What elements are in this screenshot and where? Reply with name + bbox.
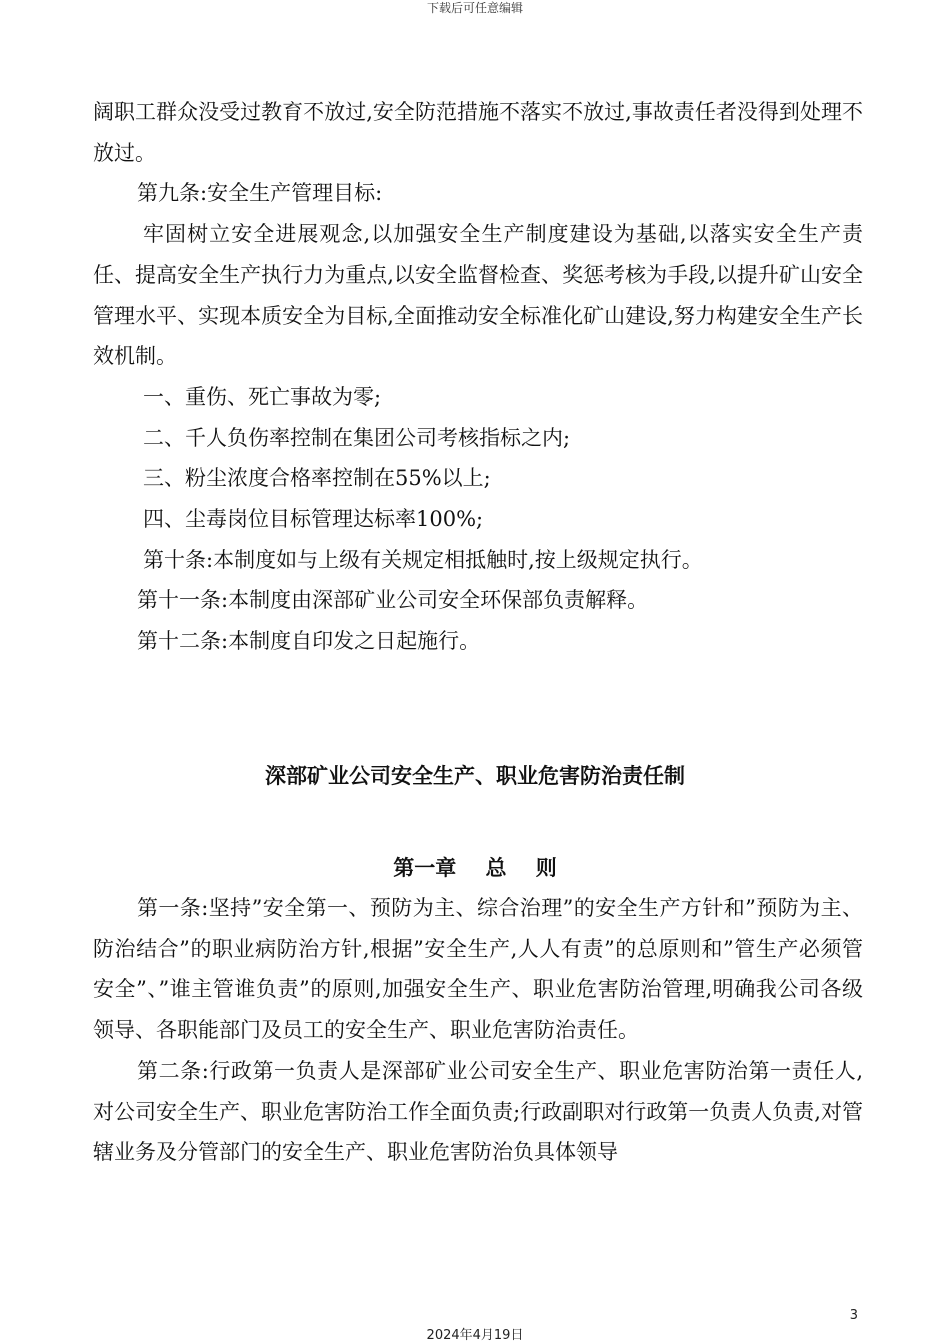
header-note: 下载后可任意编辑 <box>426 1 523 15</box>
chapter-title <box>0 848 950 888</box>
footer-date: 2024年4月19日 <box>426 1328 524 1343</box>
article-10: 第十条:本制度如与上级有关规定相抵触时,按上级规定执行。 <box>143 547 703 572</box>
article-9-heading: 第九条:安全生产管理目标: <box>137 181 383 206</box>
goal-item-4: 四、尘毒岗位目标管理达标率100%; <box>143 507 484 532</box>
article-9-body: 牢固树立安全进展观念,以加强安全生产制度建设为基础,以落实安全生产责任、提高安全生产执行力为重点,以安全监督检查、奖惩考核为手段,以提升矿山安全管理水平、实现本质安全为目标,全面推动安全标准化矿山建设,努力构建安全生产长效机制。 <box>93 222 863 369</box>
body-bottom <box>93 888 863 1173</box>
goal-item-3: 三、粉尘浓度合格率控制在55%以上; <box>143 466 491 491</box>
chapter-title-text: 第一章 总 则 <box>393 856 557 880</box>
page-number: 3 <box>849 1308 858 1323</box>
article-11: 第十一条:本制度由深部矿业公司安全环保部负责解释。 <box>137 588 649 613</box>
document-title: 深部矿业公司安全生产、职业危害防治责任制 <box>265 764 685 788</box>
article-1: 第一条:坚持”安全第一、预防为主、综合治理”的安全生产方针和”预防为主、防治结合”的职业病防治方针,根据”安全生产,人人有责”的总原则和”管生产必须管安全”、”谁主管谁负责”的原则,加强安全生产、职业危害防治管理,明确我公司各级领导、各职能部门及员工的安全生产、职业危害防治责任。 <box>93 896 863 1043</box>
paragraph-continuation: 阔职工群众没受过教育不放过,安全防范措施不落实不放过,事故责任者没得到处理不放过。 <box>93 100 863 165</box>
goal-item-2: 二、千人负伤率控制在集团公司考核指标之内; <box>143 425 571 450</box>
article-2: 第二条:行政第一负责人是深部矿业公司安全生产、职业危害防治第一责任人,对公司安全生产、职业危害防治工作全面负责;行政副职对行政第一负责人负责,对管辖业务及分管部门的安全生产、职业危害防治负具体领导 <box>93 1058 863 1165</box>
body-top <box>93 92 863 662</box>
article-12: 第十二条:本制度自印发之日起施行。 <box>137 629 481 654</box>
goal-item-1: 一、重伤、死亡事故为零; <box>143 384 382 409</box>
